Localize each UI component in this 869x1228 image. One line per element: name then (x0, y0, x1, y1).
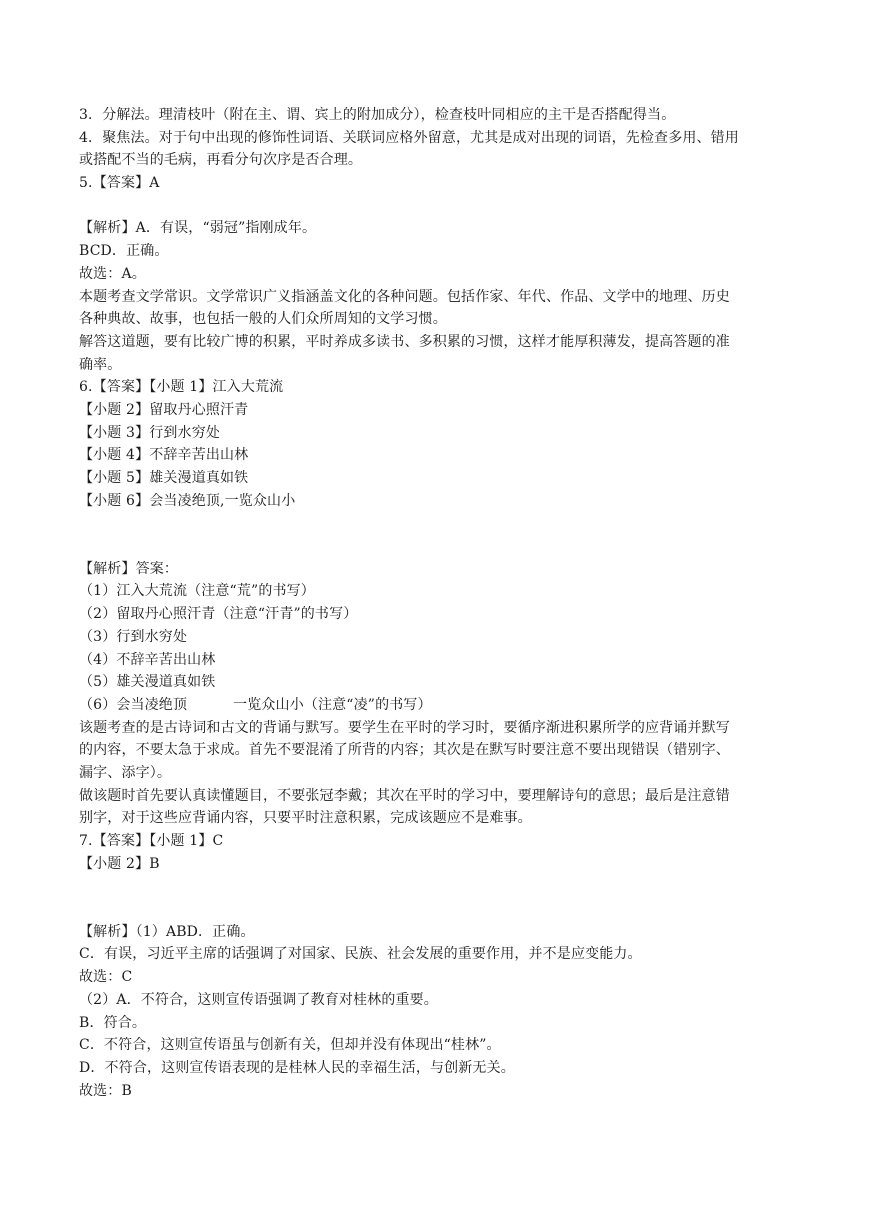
paragraph-line: 别字，对于这些应背诵内容，只要平时注意积累，完成该题应不是难事。 (79, 810, 532, 827)
answer-item: 【小题 4】不辞辛苦出山林 (79, 447, 249, 464)
answer-heading-5: 5.【答案】A (79, 175, 160, 192)
analysis-heading-5: 【解析】A．有误，“弱冠”指刚成年。 (79, 220, 317, 237)
analysis-item: （5）雄关漫道真如铁 (79, 674, 216, 691)
paragraph-line: 的内容，不要太急于求成。首先不要混淆了所背的内容；其次是在默写时要注意不要出现错误（错别字、 (79, 742, 730, 759)
paragraph-line: 各种典故、故事，也包括一般的人们众所周知的文学习惯。 (79, 311, 447, 328)
spacer (79, 875, 794, 920)
analysis-item (79, 694, 794, 717)
analysis-item: （2）留取丹心照汗青（注意“汗青”的书写） (79, 606, 358, 623)
answer-item: 【小题 5】雄关漫道真如铁 (79, 470, 249, 486)
paragraph-line: C．不符合，这则宣传语虽与创新有关，但却并没有体现出“桂林”。 (79, 1037, 501, 1054)
paragraph-line: 漏字、添字）。 (79, 764, 172, 781)
paragraph-line: 4．聚焦法。对于句中出现的修饰性词语、关联词应格外留意，尤其是成对出现的词语，先检查多用、错用 (79, 129, 739, 146)
spacer (79, 195, 794, 218)
analysis-heading-6: 【解析】答案： (79, 560, 179, 577)
paragraph-line: C．有误，习近平主席的话强调了对国家、民族、社会发展的重要作用，并不是应变能力。 (79, 946, 642, 963)
paragraph-line: 或搭配不当的毛病，再看分句次序是否合理。 (79, 152, 362, 169)
paragraph-line: 故选：A。 (79, 265, 146, 282)
paragraph-line: BCD．正确。 (79, 243, 169, 260)
answer-item: 【小题 2】B (79, 855, 160, 872)
paragraph-line: D．不符合，这则宣传语表现的是桂林人民的幸福生活，与创新无关。 (79, 1059, 515, 1076)
paragraph-line: 解答这道题，要有比较广博的积累，平时养成多读书、多积累的习惯，这样才能厚积薄发，提高答题的准 (79, 333, 730, 350)
document-body (79, 104, 794, 1102)
answer-heading-6: 6.【答案】【小题 1】江入大荒流 (79, 379, 284, 396)
answer-item: 【小题 2】留取丹心照汗青 (79, 401, 249, 418)
paragraph-line: 故选：C (79, 969, 133, 986)
paragraph-line: 该题考查的是古诗词和古文的背诵与默写。要学生在平时的学习时，要循序渐进积累所学的应背诵并默写 (79, 719, 730, 736)
answer-item: 【小题 6】会当凌绝顶,一览众山小 (79, 492, 296, 509)
analysis-heading-7: 【解析】（1）ABD．正确。 (79, 923, 255, 940)
answer-heading-7: 7.【答案】【小题 1】C (79, 833, 224, 850)
paragraph-line: 确率。 (79, 356, 122, 373)
answer-item: 【小题 3】行到水穷处 (79, 424, 221, 441)
paragraph-line: B．符合。 (79, 1014, 147, 1031)
spacer (79, 512, 794, 557)
paragraph-line: 本题考查文学常识。文学常识广义指涵盖文化的各种问题。包括作家、年代、作品、文学中的地理、历史 (79, 288, 730, 305)
paragraph-line: （2）A．不符合，这则宣传语强调了教育对桂林的重要。 (79, 991, 438, 1008)
paragraph-line: 故选：B (79, 1082, 132, 1099)
analysis-item: （3）行到水穷处 (79, 628, 188, 645)
analysis-item: （4）不辞辛苦出山林 (79, 651, 216, 668)
analysis-item-part: （6）会当凌绝顶 (79, 696, 188, 713)
paragraph-line: 做该题时首先要认真读懂题目，不要张冠李戴；其次在平时的学习中，要理解诗句的意思；最后是注意错 (79, 787, 730, 804)
analysis-item-part: 一览众山小（注意“凌”的书写） (233, 696, 432, 713)
analysis-item: （1）江入大荒流（注意“荒”的书写） (79, 583, 315, 600)
paragraph-line: 3．分解法。理清枝叶（附在主、谓、宾上的附加成分），检查枝叶同相应的主干是否搭配得当。 (79, 107, 676, 123)
